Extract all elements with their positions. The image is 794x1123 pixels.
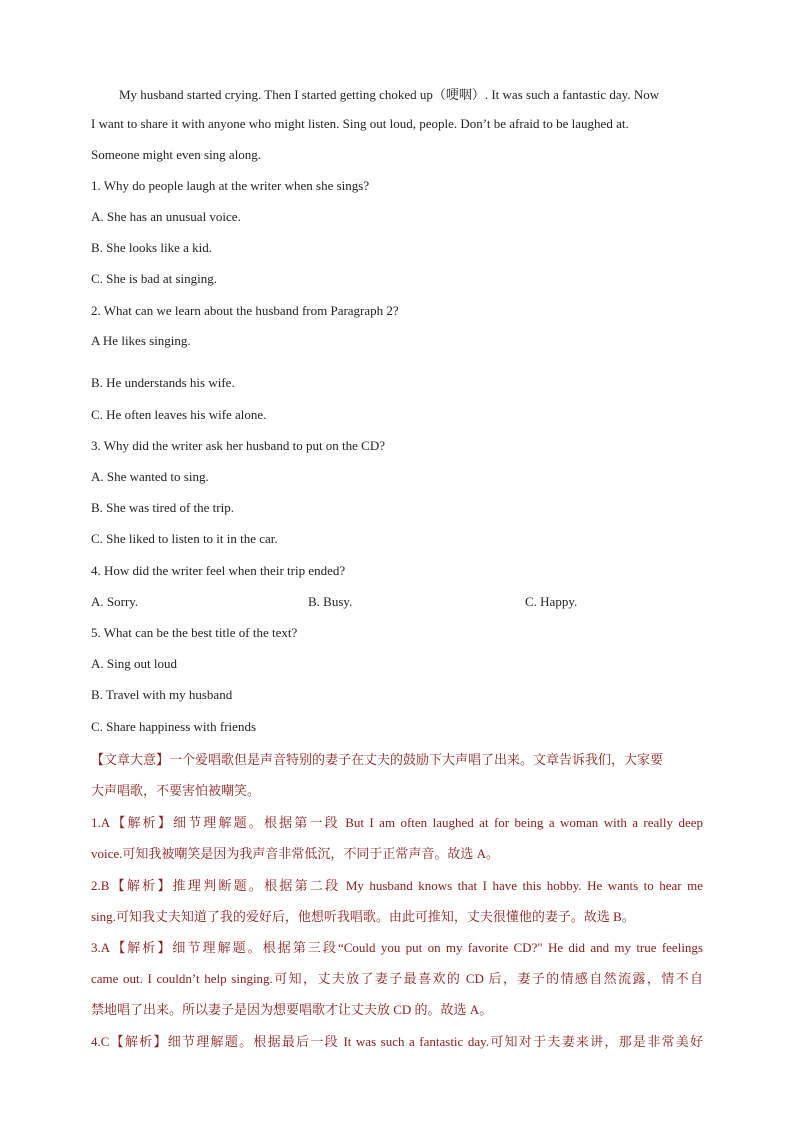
question-option: A. Sorry. [91,594,139,609]
analysis-line: came out. I couldn’t help singing.可知，丈夫放了妻子最喜欢的 CD 后，妻子的情感自然流露，情不自 [91,971,703,986]
question-stem: 5. What can be the best title of the text? [91,625,298,640]
question-option: B. She was tired of the trip. [91,500,234,515]
question-option: A. Sing out loud [91,656,177,671]
analysis-line: 4.C【解析】细节理解题。根据最后一段 It was such a fantastic day.可知对于夫妻来讲，那是非常美好 [91,1034,703,1049]
analysis-line: 2.B【解析】推理判断题。根据第二段 My husband knows that I have this hobby. He wants to hear me [91,878,703,893]
question-stem: 4. How did the writer feel when their trip ended? [91,563,346,578]
question-option: B. She looks like a kid. [91,240,212,255]
question-stem: 1. Why do people laugh at the writer when she sings? [91,178,370,193]
question-option: A He likes singing. [91,333,191,348]
question-options-row [91,594,711,610]
summary-line: 【文章大意】一个爱唱歌但是声音特别的妻子在丈夫的鼓励下大声唱了出来。文章告诉我们，大家要 [91,752,664,767]
question-option: C. She is bad at singing. [91,271,218,286]
question-option: C. He often leaves his wife alone. [91,407,267,422]
question-option: C. She liked to listen to it in the car. [91,531,278,546]
analysis-line: sing.可知我丈夫知道了我的爱好后，他想听我唱歌。由此可推知，丈夫很懂他的妻子。故选 B。 [91,909,635,924]
question-option: B. He understands his wife. [91,375,235,390]
passage-line: I want to share it with anyone who might listen. Sing out loud, people. Don’t be afraid to be laughed at. [91,116,629,131]
question-stem: 3. Why did the writer ask her husband to put on the CD? [91,438,386,453]
question-option: C. Happy. [525,594,578,609]
passage-line: Someone might even sing along. [91,147,262,162]
analysis-line: voice.可知我被嘲笑是因为我声音非常低沉，不同于正常声音。故选 A。 [91,846,500,861]
question-option: A. She wanted to sing. [91,469,209,484]
passage-line: My husband started crying. Then I started getting choked up（哽咽）. It was such a fantastic day. Now [119,87,660,102]
question-option: C. Share happiness with friends [91,719,257,734]
analysis-line: 3.A【解析】细节理解题。根据第三段“Could you put on my favorite CD?" He did and my true feelings [91,940,703,955]
summary-line: 大声唱歌，不要害怕被嘲笑。 [91,783,261,798]
analysis-line: 1.A【解析】细节理解题。根据第一段 But I am often laughed at for being a woman with a really deep [91,815,703,830]
question-option: B. Busy. [308,594,353,609]
question-option: A. She has an unusual voice. [91,209,241,224]
question-stem: 2. What can we learn about the husband from Paragraph 2? [91,303,399,318]
question-option: B. Travel with my husband [91,687,233,702]
analysis-line: 禁地唱了出来。所以妻子是因为想要唱歌才让丈夫放 CD 的。故选 A。 [91,1002,493,1017]
